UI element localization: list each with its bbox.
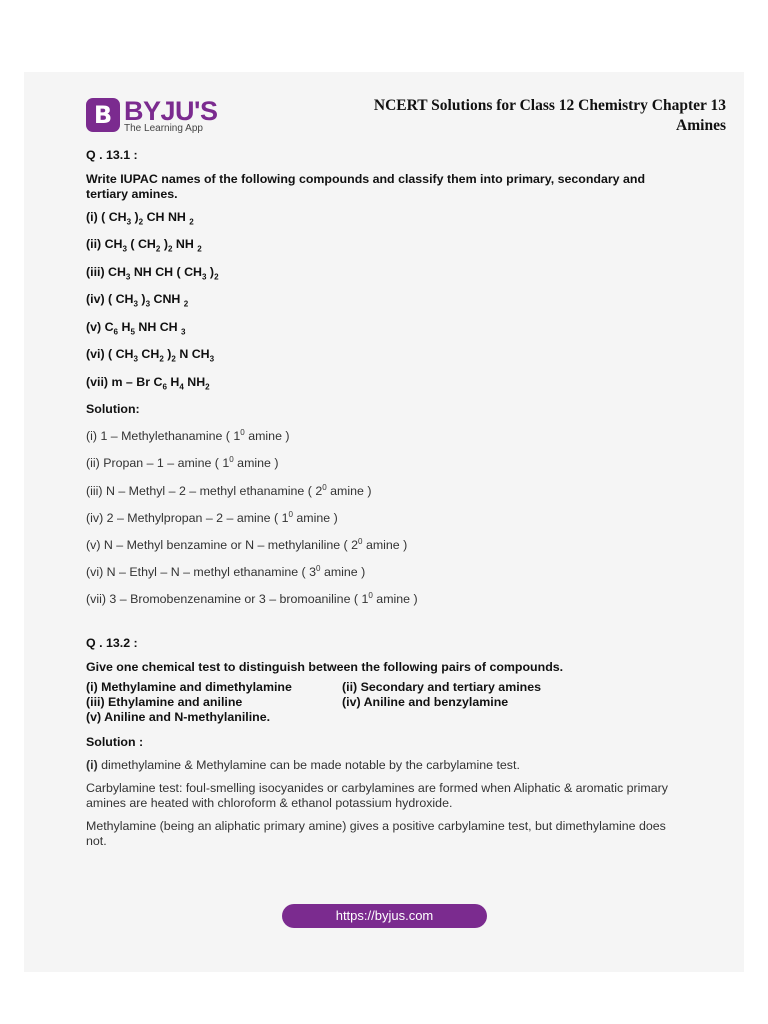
solution-paragraph: (i) dimethylamine & Methylamine can be made notable by the carbylamine test. [86, 758, 520, 773]
solution-paragraph: Methylamine (being an aliphatic primary amine) gives a positive carbylamine test, but dimethylamine does not. [86, 819, 666, 849]
pairs-row: (v) Aniline and N-methylaniline. [86, 710, 271, 725]
compound-item: (vi) ( $CH_3$ $CH_2$ )$_2$ N $CH_3$ [86, 347, 215, 364]
solution-label: Solution : [86, 735, 144, 750]
question-text: Give one chemical test to distinguish between the following pairs of compounds. [86, 660, 564, 675]
byjus-logo [86, 98, 216, 138]
compound-item: (ii) $CH_3$ ( $CH_2$ )$_2$ NH $_2$ [86, 237, 202, 254]
page-header [306, 96, 726, 136]
header-title: NCERT Solutions for Class 12 Chemistry Chapter 13 [373, 97, 726, 114]
pairs-block [86, 680, 686, 725]
logo-tagline: The Learning App [124, 123, 203, 134]
solution-label: Solution: [86, 402, 140, 417]
logo-wordmark: BYJU'S [124, 96, 218, 126]
compound-item: (iv) ( $CH_3$ )$_3$ CNH $_2$ [86, 292, 189, 309]
compound-item: (iii) $CH_3$ NH CH ( $CH_3$ )$_2$ [86, 264, 219, 282]
answer-line: (v) N – Methyl benzamine or N – methylaniline ( $2^0$ amine ) [86, 536, 408, 552]
pairs-row: (iii) Ethylamine and aniline (iv) Aniline and benzylamine [86, 695, 509, 710]
compound-item: (i) ( $CH_3$ )$_2$ CH NH $_2$ [86, 210, 194, 227]
question-label: Q . 13.2 : [86, 636, 138, 651]
footer-url-link[interactable]: https://byjus.com [282, 904, 487, 928]
question-label: Q . 13.1 : [86, 148, 138, 162]
question-text: Write IUPAC names of the following compounds and classify them into primary, secondary and tertiary amines. [86, 172, 646, 201]
compound-item: (v) $C_6$ $H_5$ NH CH $_3$ [86, 319, 186, 337]
solution-paragraph: Carbylamine test: foul-smelling isocyanides or carbylamines are formed when Aliphatic & aromatic primary amines are heated with chloroform & ethanol potassium hydroxide. [86, 781, 668, 811]
answer-line: (i) 1 – Methylethanamine ( $1^0$ amine ) [86, 428, 290, 444]
header-chapter: Amines [676, 117, 726, 134]
answer-line: (vii) 3 – Bromobenzenamine or 3 – bromoaniline ( $1^0$ amine ) [86, 591, 418, 607]
document-body [86, 148, 686, 849]
answer-line: (iii) N – Methyl – 2 – methyl ethanamine ( $2^0$ amine ) [86, 482, 372, 498]
answer-line: (ii) Propan – 1 – amine ( $1^0$ amine ) [86, 455, 279, 471]
logo-letter: B [93, 101, 113, 129]
answer-line: (iv) 2 – Methylpropan – 2 – amine ( $1^0$ amine ) [86, 509, 338, 525]
answer-line: (vi) N – Ethyl – N – methyl ethanamine ( $3^0$ amine ) [86, 563, 366, 580]
compound-item: (vii) m – Br $C_6$ $H_4$ $NH_2$ [86, 374, 210, 392]
pairs-row: (i) Methylamine and dimethylamine (ii) Secondary and tertiary amines [86, 680, 542, 695]
